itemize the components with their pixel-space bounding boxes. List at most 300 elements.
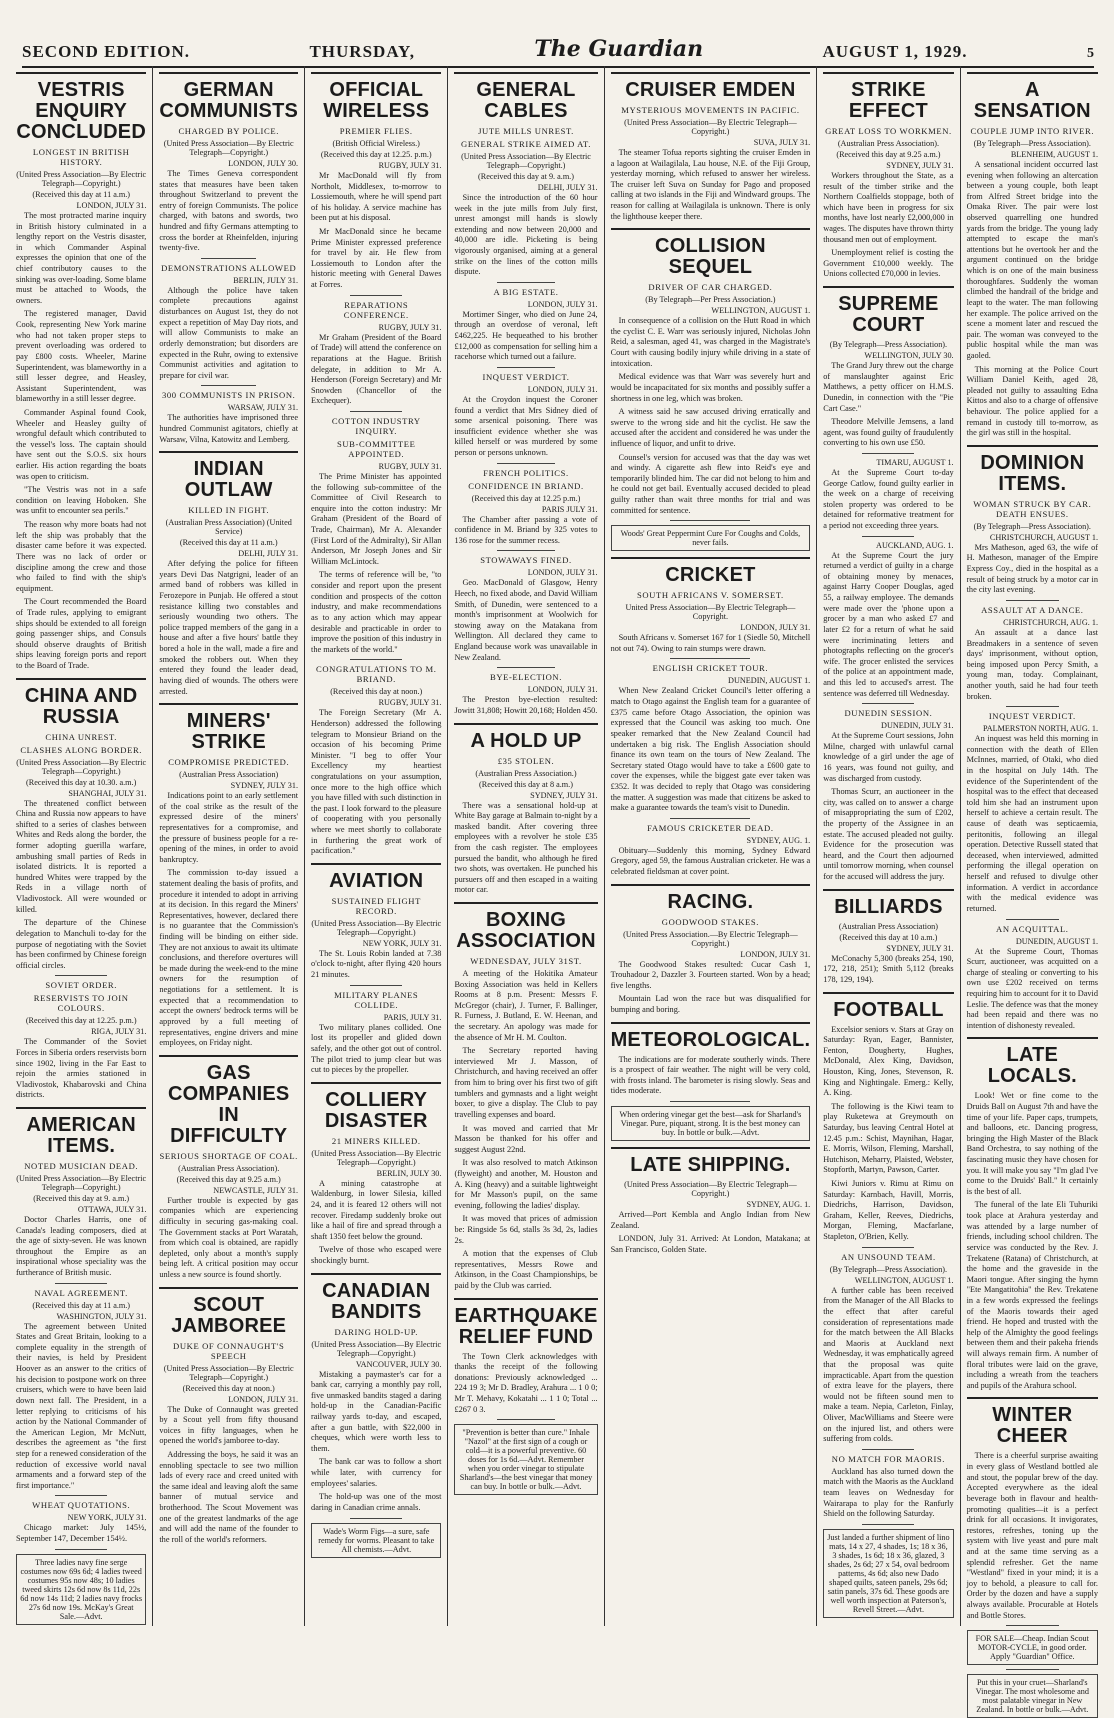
article-paragraph: Theodore Melville Jemsens, a land agent, was found guilty of fraudulently converting to his own use £50. bbox=[823, 417, 954, 448]
article bbox=[311, 1518, 441, 1558]
article bbox=[967, 1037, 1098, 1391]
article bbox=[611, 1147, 811, 1255]
dateline: AUCKLAND, AUG. 1. bbox=[876, 540, 954, 550]
press-credit: (By Telegraph—Press Association). bbox=[973, 139, 1091, 148]
article bbox=[454, 1298, 597, 1416]
section-rule bbox=[1006, 919, 1059, 920]
section-rule bbox=[670, 818, 750, 819]
article bbox=[611, 1101, 811, 1141]
column-7 bbox=[961, 66, 1104, 1715]
article-divider bbox=[454, 902, 597, 904]
press-credit: (United Press Association—By Electric Telegraph—Copyright.) bbox=[16, 757, 147, 776]
article-headline: AMERICAN ITEMS. bbox=[26, 1114, 136, 1157]
article-subhead: WEDNESDAY, JULY 31ST. bbox=[470, 955, 582, 966]
press-credit: (United Press Association—By Electric Telegraph—Copyright.) bbox=[163, 139, 294, 157]
article-subhead-secondary: SUB-COMMITTEE APPOINTED. bbox=[337, 438, 416, 459]
dateline: WARSAW, JULY 31. bbox=[227, 403, 299, 413]
article-subhead: NAVAL AGREEMENT. bbox=[34, 1287, 128, 1298]
article bbox=[967, 72, 1098, 439]
dateline: LONDON, JULY 31. bbox=[527, 384, 598, 394]
advertisement: FOR SALE—Cheap. Indian Scout MOTOR-CYCLE, in good order. Apply "Guardian" Office. bbox=[967, 1630, 1098, 1665]
received-note: (Received this day at 12.25 p.m.) bbox=[471, 493, 581, 503]
press-credit: (By Telegraph—Press Association). bbox=[829, 340, 948, 350]
section-rule bbox=[862, 1524, 914, 1525]
article-subhead: DUNEDIN SESSION. bbox=[844, 708, 933, 719]
article-headline: RACING. bbox=[667, 890, 754, 913]
section-rule bbox=[350, 1518, 402, 1519]
section-rule bbox=[55, 1283, 107, 1284]
article-paragraph: Mrs Matheson, aged 63, the wife of H. Matheson, manager of the Empire Express Coy., died in the hospital as a result of being struck by a motor car in the city last evening. bbox=[966, 542, 1098, 595]
article bbox=[967, 600, 1098, 702]
article bbox=[823, 1247, 953, 1445]
article-paragraph: Commander Aspinal found Cook, Wheeler and Heasley guilty of wrongful default which contributed to the vessel's loss. The captain should have sent out the S.O.S. six hours earlier. His action regarding the boats was open to criticism. bbox=[16, 407, 147, 481]
article-subhead: 300 COMMUNISTS IN PRISON. bbox=[162, 390, 296, 401]
dateline: SYDNEY, JULY 31. bbox=[886, 943, 954, 953]
received-note: (Received this day at 9.25 a.m.) bbox=[176, 1174, 281, 1184]
article-paragraph: The commission to-day issued a statement dealing the basis of profits, and procedure it intended to adopt in arriving at its decision. In this regard the Miners' Representatives, however, declared there is no guarantee that the Commission's finding will be binding on either side. They are not anxious to await its ultimate conclusions, and therefore overtures will be made during the week-end to the mine owners for the resumption of negotiations for a settlement. It is expected that a recommendation to accept the owners' bedrock terms will be approved by a full meeting of representatives, engine drivers and mine employees, on Friday night. bbox=[159, 868, 299, 1048]
article-paragraph: The agreement between United States and Great Britain, looking to a complete equality in the strength of their navies, is held by President Hoover as an answer to the critics of his decision to postpone work on three cruisers, which were to have been laid down next fall. The President, in a letter replying to criticisms of his action by the National Commander of the American Legion, Mr McNutt, describes the agreement as "the first step for a renewed consideration of the reduction of excessive world naval armaments and a forward step of the first importance." bbox=[16, 1321, 147, 1490]
article-paragraph: The funeral of the late Eli Tuhuriki took place at Arahura yesterday and was attended by a large number of friends, including school children. The service was conducted by the Rev. J. Trekatene (Ratana) of Christchurch, at the home and the graveside in the Maori tongue. After singing the hymn "Ete Mangatitohia" the Rev. Trekatene in a few words expressed the feelings of the Maoris towards their aged friend. He hoped and trusted with the help of the Almighty the good feelings between them and their pakeha friends will always remain firm. A number of floral tributes were laid on the grave, including a wreath from the teachers and pupils of the Arahura school. bbox=[966, 1200, 1098, 1390]
article-headline: MINERS' STRIKE bbox=[186, 710, 271, 754]
article bbox=[823, 1449, 953, 1520]
article-paragraph: The Commander of the Soviet Forces in Siberia orders reservists born since 1902, living in the Far East to rejoin the armies stationed in Vladivostok, Khabarovski and China districts. bbox=[16, 1037, 147, 1100]
article-subhead: INQUEST VERDICT. bbox=[482, 371, 570, 382]
article-paragraph: In consequence of a collision on the Hutt Road in which the cyclist C. E. Warr was seriously injured, Nicholas John Reid, a salesman, aged 41, was charged in the Magistrate's Court with causing bodily injury while driving in a state of intoxication. bbox=[610, 316, 811, 368]
article bbox=[611, 557, 811, 654]
article-columns bbox=[10, 66, 1104, 1715]
received-note: (Received this day at 12.25. p.m.) bbox=[25, 1016, 137, 1026]
article bbox=[159, 385, 298, 445]
dateline: SHANGHAI, JULY 31. bbox=[68, 788, 147, 798]
article-paragraph: Doctor Charles Harris, one of Canada's leading composers, died at the age of sixty-seven. He was known throughout the Empire as an inspirational whose speciality was the furtherance of British music. bbox=[16, 1215, 147, 1278]
article-paragraph: Medical evidence was that Warr was severely hurt and would be incapacitated for six months and possibly suffer a shortness in one leg, which was broken. bbox=[610, 372, 811, 403]
dateline: CHRISTCHURCH, AUG. 1. bbox=[1003, 617, 1098, 627]
article-paragraph: "The Vestris was not in a safe condition on leaving Hoboken. She was unfit to encounter sea perils." bbox=[16, 485, 147, 516]
advertisement: Just landed a further shipment of lino mats, 14 x 27, 4 shades, 1s; 18 x 36, 3 shades, 1s 6d; 18 x 36, glazed, 3 shades, 2s 6d; 27 x 54, oval bedroom patterns, 4s 6d; also new Dado shaped quilts, sateen panels, 29s 6d; satin panels, 37s 6d. These goods are well worth inspection at Paterson's, Revell Street.—Advt. bbox=[823, 1529, 953, 1618]
section-rule bbox=[497, 667, 554, 668]
article-subhead: REPARATIONS CONFERENCE. bbox=[343, 299, 409, 320]
article-paragraph: A motion that the expenses of Club representatives, Messrs Rowe and Atkinson, in the Coast Championships, be paid by the Club was carried. bbox=[454, 1249, 598, 1291]
article-divider bbox=[611, 72, 811, 74]
article-paragraph: The bank car was to follow a short while later, with currency for employees' salaries. bbox=[311, 1457, 442, 1488]
dateline: CHRISTCHURCH, AUGUST 1. bbox=[989, 532, 1098, 542]
article-divider bbox=[159, 72, 298, 74]
article-paragraph: The departure of the Chinese delegation to Manchuli to-day for the purpose of negotiating with the Soviet has been confirmed by Chinese foreign official circles. bbox=[16, 918, 147, 970]
date-label: AUGUST 1, 1929. bbox=[822, 42, 968, 61]
edition-label: SECOND EDITION. bbox=[22, 42, 191, 61]
article bbox=[611, 1022, 811, 1097]
section-rule bbox=[497, 282, 554, 283]
dateline: BLENHEIM, AUGUST 1. bbox=[1010, 150, 1098, 159]
article-divider bbox=[967, 1037, 1098, 1039]
dateline: RIGA, JULY 31. bbox=[91, 1027, 147, 1037]
article-headline: METEOROLOGICAL. bbox=[610, 1028, 811, 1051]
article bbox=[454, 667, 597, 716]
received-note: (Received this day at 9. a.m.) bbox=[33, 1194, 130, 1203]
article-paragraph: The indications are for moderate southerly winds. There is a prospect of fair weather. The night will be very cold, with frosts inland. The barometer is rising slowly. Seas and tides moderate. bbox=[610, 1054, 811, 1096]
article-subhead: INQUEST VERDICT. bbox=[988, 711, 1076, 722]
article-headline: OFFICIAL WIRELESS bbox=[323, 79, 430, 122]
article bbox=[159, 258, 298, 381]
article-paragraph: It was moved that prices of admission be: Ringside 5s 6d, stalls 3s 3d, 2s, ladies 2s. bbox=[454, 1214, 598, 1245]
article-subhead: SOUTH AFRICANS V. SOMERSET. bbox=[636, 590, 784, 601]
article-subhead: WHEAT QUOTATIONS. bbox=[32, 1500, 131, 1511]
article-headline: VESTRIS ENQUIRY CONCLUDED bbox=[16, 79, 146, 143]
article bbox=[967, 1625, 1098, 1665]
article bbox=[454, 463, 597, 547]
received-note: (Received this day at 11 a.m.) bbox=[32, 1300, 131, 1310]
dateline: TIMARU, AUGUST 1. bbox=[876, 457, 954, 467]
article-subhead: MILITARY PLANES COLLIDE. bbox=[334, 989, 419, 1010]
article-headline: COLLISION SEQUEL bbox=[655, 235, 766, 279]
press-credit: (By Telegraph—Press Association). bbox=[829, 1264, 948, 1274]
press-credit: (By Telegraph—Per Press Association.) bbox=[645, 295, 776, 305]
article-subhead: CHINA UNREST. bbox=[45, 731, 117, 742]
article-paragraph: A meeting of the Hokitika Amateur Boxing Association was held in Kellers Rooms at 8 p.m. Present: Messrs F. McGregor (chair), J. Turner, F. Ballinger, R. Furness, J. Butland, E. W. Heenan, and the secretary. An apology was made for the absence of Mr H. M. Coulton. bbox=[454, 968, 598, 1042]
article bbox=[454, 282, 597, 363]
received-note: (Received this day at 9.25 a.m.) bbox=[836, 150, 941, 159]
section-rule bbox=[862, 536, 914, 537]
article bbox=[967, 1669, 1098, 1718]
press-credit: (United Press Association—By Electric Telegraph—Copyright.) bbox=[311, 1148, 442, 1167]
article-paragraph: The threatened conflict between China and Russia now appears to have shifted to a series of clashes between Whites and Reds along the border, the former adopting guerilla warfare, ambushing small parties of Reds in isolated districts. It is reported a hundred Whites were trapped by the Reds in a village north of Vladivostock. All were wounded or killed. bbox=[16, 798, 147, 914]
section-rule bbox=[350, 411, 402, 412]
section-rule bbox=[350, 295, 402, 296]
article bbox=[311, 863, 441, 981]
received-note: (Received this day at 12.25. p.m.) bbox=[320, 150, 432, 159]
article-paragraph: Two military planes collided. One lost its propeller and glided down safely, and the other got out of control. The pilot tried to jump clear but was cut to pieces by the propeller. bbox=[311, 1022, 442, 1075]
section-rule bbox=[670, 520, 750, 521]
article-paragraph: LONDON, July 31. Arrived: At London, Matakana; at San Francisco, Golden State. bbox=[610, 1234, 811, 1254]
column-5 bbox=[605, 66, 818, 1626]
dateline: LONDON, JULY 31. bbox=[740, 949, 811, 959]
article-subhead: A BIG ESTATE. bbox=[493, 286, 559, 297]
article-divider bbox=[967, 72, 1098, 74]
section-rule bbox=[55, 1549, 107, 1550]
article bbox=[967, 919, 1098, 1032]
article-paragraph: When New Zealand Cricket Council's letter offering a match to Otago against the English team for a guarantee of £375 came before Otago Association, the opinion was expressed that the Council was asking too much. One speaker remarked that the New Zealand Council had undertaken a big risk. The English Association should finance its own team on the tours of New Zealand. The Secretary stated Otago would have to take a £600 gate to cover the expenses, while the biggest gate ever taken was £352. It was decided to reply that Otago was considering the matter. A suggestion was made that citizens be asked to make a guarantee towards the team's visit to Dunedin. bbox=[610, 686, 811, 813]
article bbox=[454, 72, 597, 278]
section-rule bbox=[201, 385, 256, 386]
article-subhead: £35 STOLEN. bbox=[497, 755, 555, 766]
article-paragraph: It was moved and carried that Mr Masson be thanked for his offer and suggest August 22nd. bbox=[454, 1123, 598, 1154]
article-divider bbox=[611, 1022, 811, 1024]
column-2 bbox=[153, 66, 305, 1626]
article bbox=[311, 72, 441, 291]
article-paragraph: The St. Louis Robin landed at 7.38 o'clock to-night, after flying 420 hours 21 minutes. bbox=[311, 948, 442, 980]
section-rule bbox=[201, 258, 256, 259]
dateline: LONDON, JULY 30. bbox=[228, 159, 299, 168]
section-rule bbox=[497, 367, 554, 368]
article-subhead-secondary: CLASHES ALONG BORDER. bbox=[20, 744, 143, 755]
article bbox=[823, 72, 953, 280]
day-label: THURSDAY, bbox=[309, 42, 415, 61]
column-3 bbox=[305, 66, 448, 1626]
article-paragraph: Mr Graham (President of the Board of Trade) will attend the conference on reparations at the Hague. British delegate, in addition to Mr A. Henderson (Foreign Secretary) and Mr Snowden (Chancellor of the Exchequer). bbox=[311, 332, 442, 406]
article-subhead: DARING HOLD-UP. bbox=[334, 1326, 418, 1337]
article-paragraph: There is a cheerful surprise awaiting in every glass of Westland bottled ale and stout, the popular brew of the day. Accepted everywhere as the ideal beverage both in flavour and health-promoting qualities—it is a perfect drink for all occasions. It invigorates, restores, refreshes, toning up the system with live yeast and pure malt and at the same time serving as a splendid refresher. Get the name "Westland" fixed in your mind; it is a joy to behold, a pleasure to call for. Order by the dozen and have a supply always available. Procurable at Hotels and Bottle Stores. bbox=[966, 1451, 1098, 1620]
press-credit: (British Official Wireless.) bbox=[332, 139, 420, 148]
article-paragraph: The Foreign Secretary (Mr A. Henderson) addressed the following telegram to Monsieur Briand on the occasion of his becoming Prime Minister. "I beg to offer Your Excellency my heartiest congratulations on your assumption, once more to the high office which you have filled with such distinction in the past. I look forward to the pleasure of cooperating with you personally where we meet shortly to collaborate in furthering the great work of pacification." bbox=[311, 708, 442, 856]
article-paragraph: A further cable has been received from the Manager of the All Blacks to the effect that after careful consideration of representations made for the match between the All Blacks and Maoris at Auckland next Wednesday, it was emphatically agreed that the proposal was quite impracticable. Apart from the question of extra leave for the players, there would not be fifteen sound men to make a team. Nepia, Carleton, Finlay, Oliver, MacWilliams and Steere were on the injured list, and others were suffering from colds. bbox=[823, 1285, 954, 1444]
article-divider bbox=[823, 286, 953, 288]
press-credit: (United Press Association—By Electric Telegraph—Copyright.) bbox=[461, 152, 591, 170]
article-paragraph: The reason why more boats had not left the ship was probably that the disaster came before it was expected. There was no lack of order or discipline among the crew and those who failed to find with the ship's equipment. bbox=[16, 520, 147, 593]
article-subhead: ASSAULT AT A DANCE. bbox=[981, 604, 1084, 615]
column-6 bbox=[817, 66, 960, 1626]
section-rule bbox=[350, 659, 402, 660]
press-credit: (Australian Press Association). bbox=[178, 1163, 280, 1173]
article-paragraph: Obituary—Suddenly this morning, Sydney Edward Gregory, aged 59, the famous Australian cricketer. He was a celebrated fieldsman at cover point. bbox=[610, 845, 811, 876]
article-subhead: NOTED MUSICIAN DEAD. bbox=[24, 1161, 139, 1171]
press-credit: (Australian Press Association) bbox=[179, 770, 279, 780]
article bbox=[16, 975, 146, 1101]
article-divider bbox=[159, 1055, 298, 1057]
dateline: RUGBY, JULY 31. bbox=[378, 161, 442, 170]
article-headline: GAS COMPANIES IN DIFFICULTY bbox=[167, 1061, 290, 1147]
article bbox=[311, 295, 441, 407]
dateline: LONDON, JULY 31. bbox=[527, 299, 598, 309]
advertisement: When ordering vinegar get the best—ask for Sharland's Vinegar. Pure, piquant, strong. It is the best money can buy. In bottle or bulk.—Advt. bbox=[611, 1106, 811, 1141]
article-paragraph: The most protracted marine inquiry in British history culminated in a lengthy report on the Vestris disaster, in which Commander Aspinal expresses the opinion that one of the chief contributory causes to the sinking was over-loading. Some blame must be attached to Woods, the owners. bbox=[16, 211, 147, 305]
article-paragraph: Counsel's version for accused was that the day was wet and windy. A cigarette ash flew into Reid's eye and temporarily blinded him. The car did not belong to him and he could not get bail. Eventually accused decided to plead guilty rather than wait three months for trial and was committed for sentence. bbox=[610, 452, 811, 515]
press-credit: (United Press Association—By Electric Telegraph—Copyright.) bbox=[16, 170, 147, 188]
article-subhead: BYE-ELECTION. bbox=[489, 672, 562, 683]
article bbox=[611, 520, 811, 551]
article-divider bbox=[16, 72, 146, 74]
dateline: PARIS JULY 31. bbox=[541, 504, 598, 514]
article-subhead: COUPLE JUMP INTO RIVER. bbox=[970, 126, 1095, 136]
article-divider bbox=[611, 1147, 811, 1149]
article bbox=[159, 1287, 298, 1546]
article-divider bbox=[611, 884, 811, 886]
press-credit: (Australian Press Association) bbox=[838, 921, 938, 931]
article-headline: STRIKE EFFECT bbox=[848, 79, 928, 122]
article-paragraph: The terms of reference will be, "to consider and report upon the present condition and prospects of the cotton industry, and make recommendations as to any action which may appear desirable and practicable in order to improve the position of this industry in the markets of the world." bbox=[311, 570, 442, 654]
press-credit: (United Press Association—By Electric Telegraph—Copyright.) bbox=[311, 1339, 442, 1358]
article-subhead: FRENCH POLITICS. bbox=[483, 467, 569, 478]
article-paragraph: Indications point to an early settlement of the coal strike as the result of the expressed desire of the miners' representatives for a compromise, and the pressure of business people for a re-opening of the mines, in order to avoid bankruptcy. bbox=[159, 791, 299, 864]
section-rule bbox=[862, 453, 914, 454]
advertisement: Wade's Worm Figs—a sure, safe remedy for worms. Pleasant to take All chemists.—Advt. bbox=[311, 1523, 441, 1558]
article-subhead: WOMAN STRUCK BY CAR. DEATH ENSUES. bbox=[973, 498, 1092, 519]
article bbox=[16, 678, 146, 972]
dateline: WASHINGTON, JULY 31. bbox=[56, 1311, 147, 1321]
article-subhead: GOODWOOD STAKES. bbox=[661, 916, 760, 927]
section-rule bbox=[862, 1449, 914, 1450]
dateline: NEW YORK, JULY 31. bbox=[67, 1513, 147, 1523]
article-paragraph: The Times Geneva correspondent states that measures have been taken throughout Switzerland to prevent the entry of foreign Communists. The police charged, with batons and swords, two hundred and fifty Germans attempting to cross the border at Rheinfelden, injuring twenty-five. bbox=[159, 169, 299, 253]
received-note: (Received this day at 8 a.m.) bbox=[479, 779, 573, 789]
press-credit: (Australian Press Association.) bbox=[475, 768, 577, 778]
article-paragraph: Kiwi Juniors v. Rimu at Rimu on Saturday: Karnbach, Havill, Morris, Diedrichs, Harrison, Davidson, Graham, Keller, Reeves, Diedrichs, Morgan, Fleming, Macfarlane, Stapleton, O'Brien, Kelly. bbox=[823, 1179, 954, 1242]
article-divider bbox=[611, 557, 811, 559]
article-paragraph: The Prime Minister has appointed the following sub-committee of the Committee of Civil Research to enquire into the cotton industry: Mr Graham (President of the Board of Trade, Chairman), Mr A. Alexander (First Lord of the Admiralty), Sir Allan Anderson, Mr Joseph Jones and Sir William McLintock. bbox=[311, 471, 442, 566]
press-credit: (United Press Association—By Electric Telegraph—Copyright.) bbox=[311, 918, 442, 937]
article bbox=[311, 1273, 441, 1514]
article bbox=[611, 884, 811, 1016]
article bbox=[311, 411, 441, 655]
article bbox=[311, 1082, 441, 1267]
article-headline: INDIAN OUTLAW bbox=[184, 458, 273, 502]
press-credit: (United Press Association—By Electric Telegraph—Copyright.) bbox=[624, 1180, 797, 1199]
article-subhead: AN UNSOUND TEAM. bbox=[841, 1251, 936, 1262]
article-paragraph: Further trouble is expected by gas companies which are experiencing difficulty in securing gas-making coal. The Government stacks at Port Waratah, from which coal is obtained, are rapidly depleted, only about a month's supply being left. A critical position may occur unless a new source is found shortly. bbox=[159, 1195, 299, 1279]
press-credit: (Australian Press Association) (United Service) bbox=[165, 518, 292, 537]
dateline: WELLINGTON, AUGUST 1. bbox=[854, 1275, 954, 1285]
article-divider bbox=[311, 863, 441, 865]
article-subhead: DEMONSTRATIONS ALLOWED bbox=[161, 262, 297, 273]
article-paragraph: McConachy 5,300 (breaks 254, 190, 172, 218, 251); Smith 5,112 (breaks 178, 129, 194). bbox=[823, 953, 954, 984]
article-headline: CHINA AND RUSSIA bbox=[24, 684, 138, 728]
article-subhead-secondary: GENERAL STRIKE AIMED AT. bbox=[461, 139, 591, 149]
article-paragraph: Thomas Scurr, an auctioneer in the city, was called on to answer a charge of misappropriating the sum of £202, the property of the Assignee in an estate. The accused pleaded not guilty. Evidence for the prosecution was heard, and the Court then adjourned until tomorrow morning, when counsel for the accused will address the jury. bbox=[823, 787, 954, 882]
article-subhead: AN ACQUITTAL. bbox=[996, 923, 1069, 934]
article-divider bbox=[823, 992, 953, 994]
article bbox=[454, 723, 597, 896]
section-rule bbox=[1006, 706, 1059, 707]
dateline: SYDNEY, JULY 31. bbox=[230, 781, 299, 791]
article-paragraph: Mountain Lad won the race but was disqualified for bumping and boring. bbox=[610, 994, 811, 1015]
article bbox=[159, 451, 298, 697]
article bbox=[611, 818, 811, 878]
article bbox=[311, 985, 441, 1076]
dateline: SYDNEY, JULY 31. bbox=[530, 790, 598, 800]
article-divider bbox=[967, 445, 1098, 447]
article-paragraph: The Grand Jury threw out the charge of manslaughter against Eric Matthews, a petty officer on H.M.S. Dunedin, in connection with the "Pie Cart Case." bbox=[823, 361, 954, 413]
dateline: BERLIN, JULY 30. bbox=[376, 1168, 442, 1178]
received-note: (Received this day at noon.) bbox=[182, 1383, 275, 1393]
article bbox=[611, 72, 811, 222]
article-divider bbox=[967, 1397, 1098, 1399]
article-subhead: SUSTAINED FLIGHT RECORD. bbox=[331, 895, 421, 916]
article-paragraph: Twelve of those who escaped were shockingly burnt. bbox=[311, 1245, 442, 1265]
article-paragraph: The Court recommended the Board of Trade rules, applying to emigrant ships should be extended to all foreign going passenger ships, and Consuls should observe draughts of British ships leaving foreign ports and report to the Board of Trade. bbox=[16, 597, 147, 670]
article-subhead: MYSTERIOUS MOVEMENTS IN PACIFIC. bbox=[621, 105, 800, 115]
section-rule bbox=[862, 703, 914, 704]
article-paragraph: The authorities have imprisoned three hundred Communist agitators, chiefly at Warsaw, Vilna, Katowitz and Lemberg. bbox=[159, 413, 299, 444]
article bbox=[967, 1397, 1098, 1621]
article-paragraph: The Duke of Connaught was greeted by a Scout yell from fifty thousand voices in fifty languages, when he opened the world's jamboree to-day. bbox=[159, 1404, 299, 1446]
page-number: 5 bbox=[1086, 46, 1094, 61]
article bbox=[454, 367, 597, 459]
dateline: LONDON, JULY 31. bbox=[228, 1394, 299, 1404]
article-subhead: JUTE MILLS UNREST. bbox=[478, 126, 574, 136]
article bbox=[823, 992, 953, 1243]
received-note: (Received this day at 11 a.m.) bbox=[179, 538, 278, 548]
dateline: LONDON, JULY 31. bbox=[740, 623, 811, 633]
dateline: RUGBY, JULY 31. bbox=[378, 461, 442, 471]
article-divider bbox=[823, 72, 953, 74]
article-divider bbox=[454, 723, 597, 725]
article-headline: BOXING ASSOCIATION bbox=[456, 908, 596, 952]
article-paragraph: The Chamber after passing a vote of confidence in M. Briand by 325 votes to 136 rose for the summer recess. bbox=[454, 514, 598, 545]
article-subhead: KILLED IN FIGHT. bbox=[188, 505, 270, 516]
article-divider bbox=[159, 1287, 298, 1289]
article bbox=[454, 550, 597, 663]
press-credit: (Australian Press Association). bbox=[837, 139, 940, 148]
article bbox=[16, 1495, 146, 1544]
dateline: NEW YORK, JULY 31. bbox=[362, 938, 442, 948]
article-paragraph: Mr MacDonald will fly from Northolt, Middlesex, to-morrow to Lossiemouth, where he will spend part of his holiday. A service machine has been put at his disposal. bbox=[311, 171, 442, 223]
article-headline: GENERAL CABLES bbox=[476, 79, 576, 122]
article bbox=[454, 902, 597, 1292]
article-paragraph: The Goodwood Stakes resulted: Cucar Cash 1, Trouhadour 2, Dazzler 3. Fourteen started. Won by a head; five lengths. bbox=[610, 959, 811, 990]
paper-title: The Guardian bbox=[534, 36, 704, 62]
article bbox=[967, 706, 1098, 914]
dateline: SUVA, JULY 31. bbox=[753, 138, 811, 147]
masthead bbox=[22, 6, 1094, 68]
section-rule bbox=[350, 985, 402, 986]
column-4 bbox=[448, 66, 604, 1626]
article-paragraph: Chicago market: July 145½, September 147, December 154½. bbox=[16, 1523, 147, 1544]
article bbox=[823, 536, 953, 700]
article-divider bbox=[611, 228, 811, 230]
article-paragraph: Auckland has also turned down the match with the Maoris as the Auckland team leaves on Wednesday for Wairarapa to play for the Ranfurly Shield on the following Saturday. bbox=[823, 1466, 954, 1519]
article-divider bbox=[16, 678, 146, 680]
dateline: SYDNEY, AUG. 1. bbox=[746, 1200, 811, 1210]
section-rule bbox=[862, 1247, 914, 1248]
article-divider bbox=[311, 1082, 441, 1084]
article-subhead: DRIVER OF CAR CHARGED. bbox=[648, 282, 773, 293]
article-divider bbox=[823, 889, 953, 891]
article bbox=[16, 1283, 146, 1492]
article bbox=[16, 72, 146, 672]
article-paragraph: At the Supreme Court to-day George Catlow, found guilty earlier in the week on a charge of receiving stolen property was ordered to be detained for reformative treatment for a period not exceeding three years. bbox=[823, 467, 954, 531]
article bbox=[16, 1107, 146, 1279]
dateline: SYDNEY, AUG. 1. bbox=[746, 835, 811, 845]
article-paragraph: The Town Clerk acknowledges with thanks the receipt of the following donations: Previously acknowledged ... 224 19 3; Mr D. Bradley, Arahura ... 1 0 0; Mr T. Mehavy, Kokatahi ... 1 1 0; Total ... £267 0 3. bbox=[454, 1351, 598, 1414]
article-subhead: CHARGED BY POLICE. bbox=[178, 126, 279, 136]
article-subhead-secondary: RESERVISTS TO JOIN COLOURS. bbox=[33, 993, 129, 1014]
article-paragraph: The steamer Tofua reports sighting the cruiser Emden in a lagoon at Wailagilala, Lau house, N.E. of the Fiji Group, yesterday morning, which refused to answer her wireless. The cruiser left Suva on Sunday for Pago and proposed calling at two islands in the Fiji and Windward groups. The reason for calling at Wailagilala is unknown. There is only the lighthouse keeper there. bbox=[610, 148, 811, 221]
article bbox=[159, 703, 298, 1049]
article-subhead: NO MATCH FOR MAORIS. bbox=[831, 1453, 946, 1464]
article-headline: EARTHQUAKE RELIEF FUND bbox=[454, 1304, 598, 1348]
section-rule bbox=[670, 658, 750, 659]
article bbox=[611, 228, 811, 516]
article-paragraph: At the Supreme Court the jury returned a verdict of guilty in a charge of obtaining money by menaces, against Harry Cooper Douglas, aged 55, a railway employee. The demands were made over the 'phone upon a grocer by a man who asked £7 and later £2 for a return of what he said were incriminating letters and photographs reflecting on the grocer's wife. The grocer enlisted the services of the police at an appointment made, and this led to accused's arrest. The sentence was deferred till Wednesday. bbox=[823, 550, 954, 698]
article bbox=[159, 72, 298, 254]
dateline: RUGBY, JULY 31. bbox=[378, 698, 442, 708]
article-headline: SCOUT JAMBOREE bbox=[171, 1293, 287, 1337]
received-note: (Received this day at 9. a.m.) bbox=[478, 172, 574, 181]
article-subhead: GREAT LOSS TO WORKMEN. bbox=[825, 126, 952, 136]
article-subhead: STOWAWAYS FINED. bbox=[480, 555, 572, 566]
article-paragraph: A sensational incident occurred last evening when following an altercation between a young couple, both leapt from Alfred Street bridge into the Omaka River. The pair were lost observed quarrelling one hundred yards from the bridge. The young lady attempted to escape the man's attentions but he overtook her and the argument continued on the bridge which is on one of the main business thoroughfares. Suddenly the woman climbed the handrail of the bridge and leapt to the water. The man following her example. The police arrived on the scene a moment later and rescued the pair. The woman was conveyed to the public hospital while the man was gaoled. bbox=[966, 160, 1098, 360]
article-headline: WINTER CHEER bbox=[992, 1404, 1073, 1448]
received-note: (Received this day at 10 a.m.) bbox=[839, 932, 938, 942]
article-headline: CANADIAN BANDITS bbox=[322, 1279, 431, 1323]
article-headline: A SENSATION bbox=[973, 79, 1091, 122]
article-paragraph: An assault at a dance last Breadmakers in a sentence of seven days' imprisonment, without option, being imposed upon Percy Smith, a young man, today. Complainant, another youth, said he had four teeth broken. bbox=[966, 627, 1098, 701]
article-paragraph: It was also resolved to match Atkinson (flyweight) and another, M. Houston and A. King (heavy) and a suitable lightweight for Mr Masson's pupil, on the same evening, following the ladies' display. bbox=[454, 1158, 598, 1210]
article bbox=[611, 658, 811, 813]
article-paragraph: An inquest was held this morning in connection with the death of Ellen McInnes, married, of Otaki, who died in the hospital on July 14th. The evidence of the Superintendent of the hospital was to the effect that deceased told him she had an instrument upon herself to achieve a certain result. The cause of death was septicaemia, peritonitis, following an illegal operation. Detective Russell stated that deceased, when interviewed, admitted performing the illegal operation on herself and refused to divulge other information. A verdict in accordance with the medical evidence was returned. bbox=[966, 734, 1098, 913]
article-paragraph: Addressing the boys, he said it was an ennobling spectacle to see two million lads of every race and creed united with the same ideal and leaving aloft the same banner of mutual service and brotherhood. The Scout Movement was one of the greatest landmarks of the age and will add the name of the founder to the roll of the world's reformers. bbox=[159, 1450, 299, 1544]
article-subhead: LONGEST IN BRITISH HISTORY. bbox=[32, 147, 130, 167]
dateline: DELHI, JULY 31. bbox=[537, 183, 598, 192]
article bbox=[16, 1549, 146, 1625]
article-subhead-secondary: CONFIDENCE IN BRIAND. bbox=[468, 480, 584, 491]
article-paragraph: Geo. MacDonald of Glasgow, Henry Heech, no fixed abode, and David William Smith, of Dunedin, were sentenced to a month's imprisonment at Woolwich for stowing away on the Matakana from Wellington. All declared they came to England because work was unavailable in New Zealand. bbox=[454, 578, 598, 662]
article-paragraph: Arrived—Port Kembla and Anglo Indian from New Zealand. bbox=[610, 1210, 811, 1230]
article-paragraph: Mortimer Singer, who died on June 24, through an overdose of veronal, left £462,225. He bequeathed to his brother £12,000 as compensation for selling him a racehorse which turned out a failure. bbox=[454, 309, 598, 362]
article-divider bbox=[454, 72, 597, 74]
article bbox=[823, 453, 953, 532]
article-paragraph: The Preston bye-election resulted: Jowitt 31,808; Howitt 20,168; Holden 450. bbox=[454, 695, 598, 715]
section-rule bbox=[55, 975, 107, 976]
